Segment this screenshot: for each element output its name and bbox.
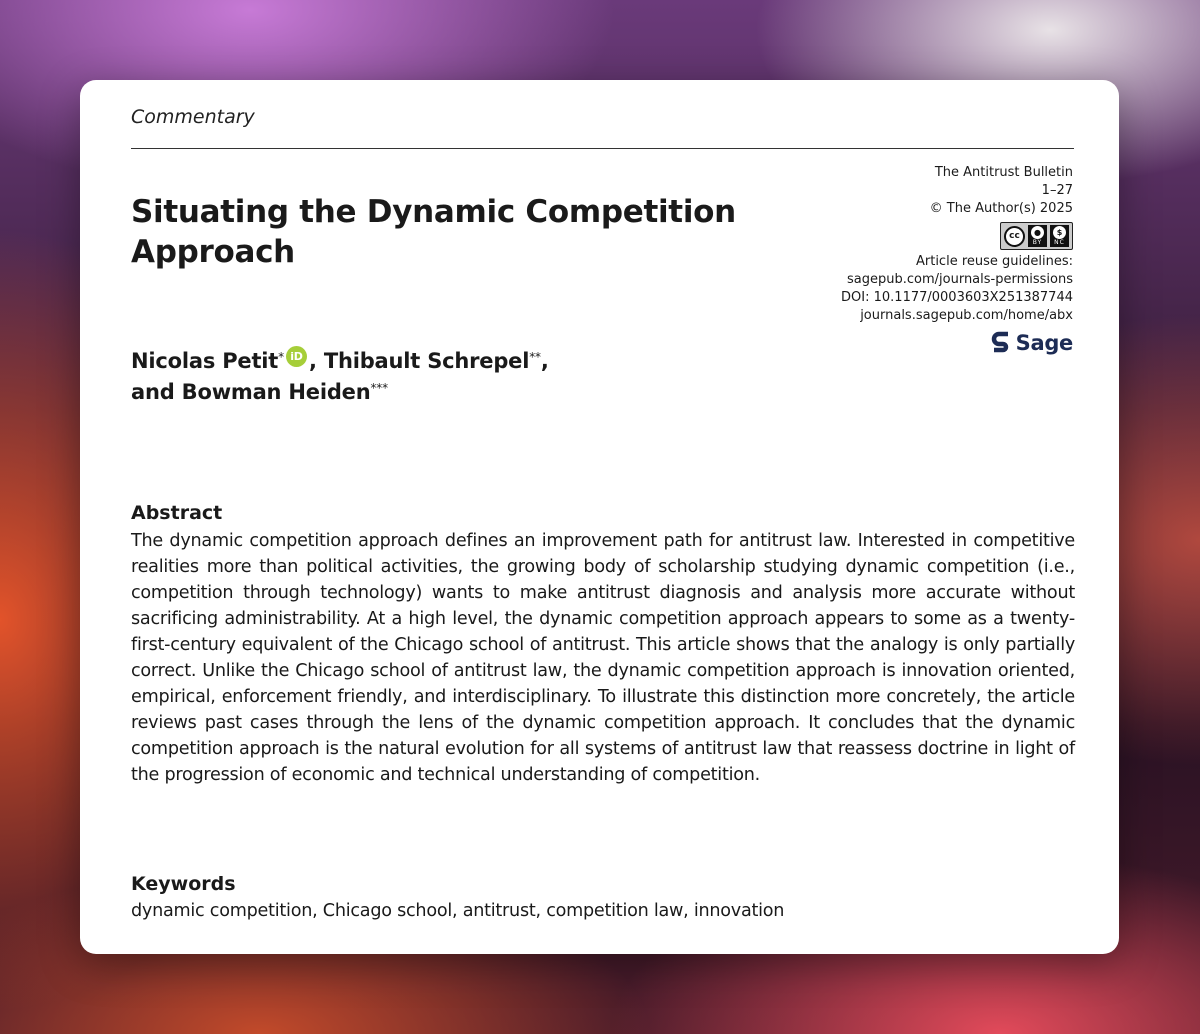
author-affiliation-mark: ** (529, 350, 541, 364)
sage-s-icon (991, 331, 1011, 355)
abstract-heading: Abstract (131, 502, 223, 524)
copyright-notice: © The Author(s) 2025 (929, 201, 1073, 216)
by-label: BY (1032, 239, 1043, 246)
journal-home-link[interactable]: journals.sagepub.com/home/abx (860, 308, 1073, 323)
noncommercial-icon (1050, 225, 1069, 247)
cc-by-nc-license-icon (1000, 222, 1073, 250)
page-range: 1–27 (1041, 183, 1073, 198)
author-list (131, 346, 549, 408)
attribution-icon (1028, 225, 1047, 247)
author-separator: , (540, 349, 549, 373)
no-dollar-icon: $ (1053, 226, 1066, 239)
author-name: Nicolas Petit (131, 349, 279, 373)
article-first-page (80, 80, 1119, 954)
article-title: Situating the Dynamic Competition Approach (131, 194, 736, 270)
header-divider (131, 148, 1074, 149)
author-name: Thibault Schrepel (323, 349, 530, 373)
author-affiliation-mark: * (278, 350, 284, 364)
section-label: Commentary (131, 106, 255, 128)
author-affiliation-mark: *** (370, 381, 388, 395)
sage-logo (991, 331, 1073, 355)
permissions-link[interactable]: sagepub.com/journals-permissions (847, 272, 1073, 287)
keywords-heading: Keywords (131, 873, 236, 895)
nc-label: NC (1054, 239, 1065, 246)
author-separator: , (308, 349, 324, 373)
reuse-guidelines-label: Article reuse guidelines: (915, 254, 1073, 269)
person-icon: ● (1031, 226, 1044, 239)
keywords-list: dynamic competition, Chicago school, antitrust, competition law, innovation (131, 901, 785, 921)
author-conjunction: and (131, 380, 182, 404)
author-name: Bowman Heiden (181, 380, 371, 404)
orcid-icon[interactable]: iD (286, 346, 307, 367)
doi[interactable]: DOI: 10.1177/0003603X251387744 (841, 290, 1073, 305)
cc-icon: cc (1004, 226, 1025, 247)
abstract-text: The dynamic competition approach defines an improvement path for antitrust law. Interested in competitive realities more than political activities, the growing body of scholarship studying dynamic competition (i.e., competition through technology) wants to make antitrust diagnosis and analysis more accurate without sacrificing administrability. At a high level, the dynamic competition approach appears to some as a twenty-first-century equivalent of the Chicago school of antitrust. This article shows that the analogy is only partially correct. Unlike the Chicago school of antitrust law, the dynamic competition approach is innovation oriented, empirical, enforcement friendly, and interdisciplinary. To illustrate this distinction more concretely, the article reviews past cases through the lens of the dynamic competition approach. It concludes that the dynamic competition approach is the natural evolution for all systems of antitrust law that reassess doctrine in light of the progression of economic and technical understanding of competition. (131, 531, 1075, 785)
sage-wordmark: Sage (1015, 331, 1073, 355)
journal-name: The Antitrust Bulletin (934, 165, 1073, 180)
publication-info (713, 164, 1073, 361)
